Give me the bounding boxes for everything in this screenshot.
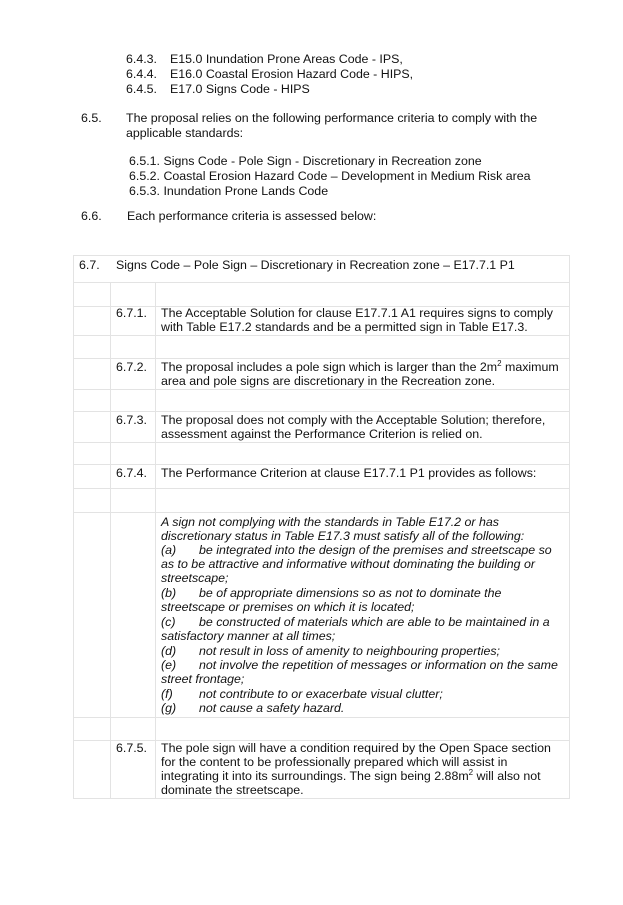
criterion-line: as to be attractive and informative without dominating the building or: [161, 557, 536, 571]
paragraph-line: The proposal relies on the following performance criteria to comply with the: [126, 111, 538, 125]
list-number: 6.4.5.: [126, 82, 158, 96]
list-number: 6.4.4.: [126, 67, 158, 81]
list-item: 6.5.3. Inundation Prone Lands Code: [129, 184, 329, 198]
criterion-line: discretionary status in Table E17.3 must satisfy all of the following:: [161, 529, 525, 543]
row-number: 6.7.1.: [116, 306, 148, 320]
item-label: (c): [161, 615, 176, 629]
item-label: (g): [161, 701, 177, 715]
item-text: be constructed of materials which are able to be maintained in a: [199, 615, 550, 629]
criterion-item-d: [161, 644, 500, 658]
item-text: not result in loss of amenity to neighbouring properties;: [199, 644, 500, 658]
row-text-part: The proposal includes a pole sign which is larger than the 2m: [161, 360, 498, 374]
list-text: E16.0 Coastal Erosion Hazard Code - HIPS,: [170, 67, 414, 81]
row-number: 6.7.2.: [116, 360, 148, 374]
criterion-line: streetscape or premises on which it is located;: [161, 600, 415, 614]
section-title: Signs Code – Pole Sign – Discretionary in Recreation zone – E17.7.1 P1: [116, 258, 515, 272]
list-text: E17.0 Signs Code - HIPS: [170, 82, 310, 96]
criterion-line: A sign not complying with the standards in Table E17.2 or has: [161, 515, 499, 529]
list-number: 6.4.3.: [126, 52, 158, 66]
criterion-item-c: [161, 615, 550, 629]
item-text: be integrated into the design of the premises and streetscape so: [199, 543, 552, 557]
section-number: 6.5.: [81, 111, 102, 125]
criterion-item-g: [161, 701, 344, 715]
criterion-item-b: [161, 586, 501, 600]
row-number: 6.7.4.: [116, 466, 148, 480]
row-text-line: [161, 769, 541, 784]
list-item: 6.5.1. Signs Code - Pole Sign - Discretionary in Recreation zone: [129, 154, 482, 168]
superscript: 2: [468, 768, 474, 777]
item-text: not contribute to or exacerbate visual clutter;: [199, 687, 443, 701]
row-text-line: The Performance Criterion at clause E17.7.1 P1 provides as follows:: [161, 466, 537, 480]
row-number: 6.7.5.: [116, 741, 148, 755]
item-label: (d): [161, 644, 177, 658]
row-text-line: area and pole signs are discretionary in the Recreation zone.: [161, 374, 496, 388]
row-number: 6.7.3.: [116, 413, 148, 427]
row-text-line: The proposal does not comply with the Acceptable Solution; therefore,: [161, 413, 546, 427]
row-text-line: dominate the streetscape.: [161, 783, 304, 797]
item-label: (a): [161, 543, 177, 557]
item-text: not cause a safety hazard.: [199, 701, 345, 715]
list-item: 6.5.2. Coastal Erosion Hazard Code – Development in Medium Risk area: [129, 169, 531, 183]
criterion-item-a: [161, 543, 552, 557]
item-label: (e): [161, 658, 177, 672]
item-text: be of appropriate dimensions so as not to dominate the: [199, 586, 502, 600]
row-text-line: with Table E17.2 standards and be a permitted sign in Table E17.3.: [161, 320, 528, 334]
section-number: 6.7.: [79, 258, 100, 272]
row-text-part: integrating it into its surroundings. The sign being 2.88m: [161, 769, 469, 783]
row-text-part: maximum: [501, 360, 559, 374]
criterion-line: street frontage;: [161, 672, 245, 686]
criterion-item-f: [161, 687, 443, 701]
row-text-line: [161, 360, 559, 375]
item-text: not involve the repetition of messages or information on the same: [199, 658, 558, 672]
row-text-line: The pole sign will have a condition required by the Open Space section: [161, 741, 551, 755]
item-label: (f): [161, 687, 173, 701]
section-number: 6.6.: [81, 209, 102, 223]
criterion-line: streetscape;: [161, 571, 229, 585]
row-text-line: for the content to be professionally prepared which will assist in: [161, 755, 508, 769]
superscript: 2: [497, 359, 502, 368]
item-label: (b): [161, 586, 177, 600]
row-text-line: assessment against the Performance Criterion is relied on.: [161, 427, 483, 441]
paragraph-line: applicable standards:: [126, 126, 244, 140]
criterion-item-e: [161, 658, 558, 672]
row-text-line: The Acceptable Solution for clause E17.7.1 A1 requires signs to comply: [161, 306, 553, 320]
criterion-line: satisfactory manner at all times;: [161, 629, 336, 643]
row-text-part: will also not: [473, 769, 541, 783]
list-text: E15.0 Inundation Prone Areas Code - IPS,: [170, 52, 403, 66]
paragraph-line: Each performance criteria is assessed below:: [127, 209, 377, 223]
